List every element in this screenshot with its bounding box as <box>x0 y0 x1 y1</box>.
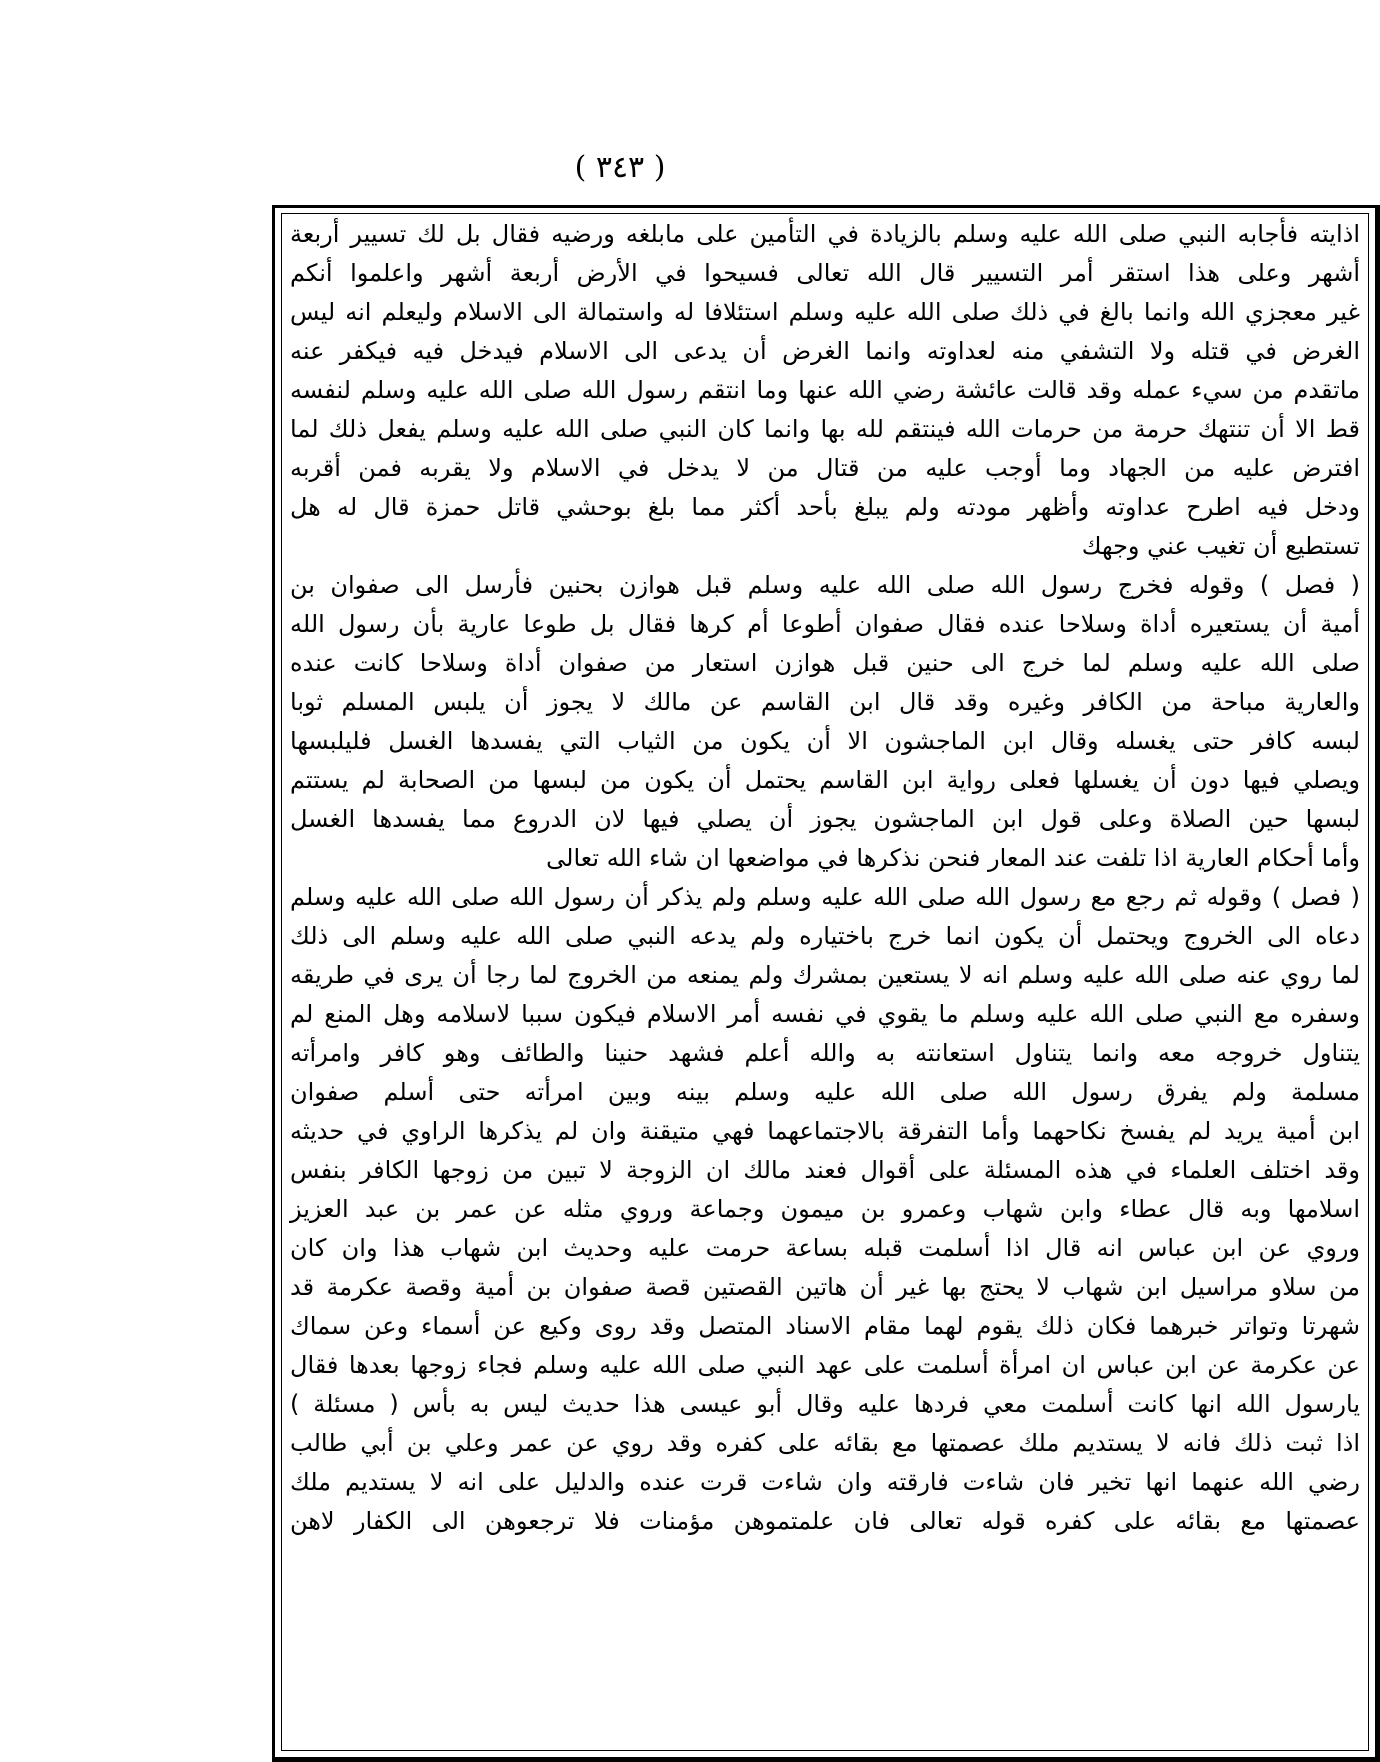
text-line: صلى الله عليه وسلم لما خرج الى حنين قبل هوازن استعار من صفوان أداة وسلاحا كانت عنده <box>290 649 1360 677</box>
text-line: عن عكرمة عن ابن عباس ان امرأة أسلمت على عهد النبي صلى الله عليه وسلم فجاء زوجها بعدها فقال <box>290 1351 1360 1379</box>
text-line: وقد اختلف العلماء في هذه المسئلة على أقوال فعند مالك ان الزوجة لا تبين من زوجها الكافر بنفس <box>290 1156 1360 1184</box>
text-line: ابن أمية يريد لم يفسخ نكاحهما وأما التفرقة بالاجتماعهما فهي متيقنة وان لم يذكرها الراوي في حديثه <box>290 1117 1360 1145</box>
text-line: لبسه كافر حتى يغسله وقال ابن الماجشون الا أن يكون من الثياب التي يفسدها الغسل فليلبسها <box>290 727 1360 755</box>
text-line: اذايته فأجابه النبي صلى الله عليه وسلم بالزيادة في التأمين على مابلغه ورضيه فقال بل لك تسيير أربعة <box>290 220 1360 248</box>
text-line: شهرتا وتواتر خبرهما فكان ذلك يقوم لهما مقام الاسناد المتصل وقد روى وكيع عن أسماء وعن سماك <box>290 1312 1360 1340</box>
text-line: لبسها حين الصلاة وعلى قول ابن الماجشون يجوز أن يصلي فيها لان الدروع مما يفسدها الغسل <box>290 805 1360 833</box>
text-line: وأما أحكام العارية اذا تلفت عند المعار فنحن نذكرها في مواضعها ان شاء الله تعالى <box>546 844 1360 872</box>
text-line: والعارية مباحة من الكافر وغيره وقد قال ابن القاسم عن مالك لا يجوز أن يلبس المسلم ثوبا <box>290 688 1360 716</box>
text-line: وروي عن ابن عباس انه قال اذا أسلمت قبله بساعة حرمت عليه وحديث ابن شهاب هذا وان كان <box>290 1234 1360 1262</box>
arabic-text-body <box>290 215 1360 1745</box>
text-line: غير معجزي الله وانما بالغ في ذلك صلى الله عليه وسلم استئلافا له واستمالة الى الاسلام وليعلم انه ليس <box>290 298 1360 326</box>
text-line: اسلامها وبه قال عطاء وابن شهاب وعمرو بن ميمون وجماعة وروي مثله عن عمر بن عبد العزيز <box>290 1195 1360 1223</box>
text-line: ماتقدم من سيء عمله وقد قالت عائشة رضي الله عنها وما انتقم رسول الله صلى الله عليه وسلم لنفسه <box>290 376 1360 404</box>
page-number: ( ٣٤٣ ) <box>574 150 666 185</box>
text-line: وسفره مع النبي صلى الله عليه وسلم ما يقوي في نفسه أمر الاسلام فيكون سببا لاسلامه وهل المنع لم <box>290 1000 1360 1028</box>
text-line: أشهر وعلى هذا استقر أمر التسيير قال الله تعالى فسيحوا في الأرض أربعة أشهر واعلموا أنكم <box>290 259 1360 287</box>
text-line: ويصلي فيها دون أن يغسلها فعلى رواية ابن القاسم يحتمل أن يكون من لبسها من الصحابة لم يستتم <box>290 766 1360 794</box>
text-line: دعاه الى الخروج ويحتمل أن يكون انما خرج باختياره ولم يدعه النبي صلى الله عليه وسلم الى ذلك <box>290 922 1360 950</box>
text-line: أمية أن يستعيره أداة وسلاحا عنده فقال صفوان أطوعا أم كرها فقال بل طوعا عارية بأن رسول الله <box>290 610 1360 638</box>
text-line: ودخل فيه اطرح عداوته وأظهر مودته ولم يبلغ بأحد أكثر مما بلغ بوحشي قاتل حمزة قال له هل <box>290 493 1360 521</box>
text-line: قط الا أن تنتهك حرمة من حرمات الله فينتقم لله بها وانما كان النبي صلى الله عليه وسلم يفعل ذلك لما <box>290 415 1360 443</box>
text-line: تستطيع أن تغيب عني وجهك <box>1081 532 1360 560</box>
text-line: رضي الله عنهما انها تخير فان شاءت فارقته وان شاءت قرت عنده والدليل على انه لا يستديم ملك <box>290 1468 1360 1496</box>
text-line: افترض عليه من الجهاد وما أوجب عليه من قتال من لا يدخل في الاسلام ولا يقربه فمن أقربه <box>290 454 1360 482</box>
text-line: عصمتها مع بقائه على كفره قوله تعالى فان علمتموهن مؤمنات فلا ترجعوهن الى الكفار لاهن <box>290 1507 1360 1535</box>
text-line: الغرض في قتله ولا التشفي منه لعداوته وانما الغرض أن يدعى الى الاسلام فيدخل فيه فيكفر عنه <box>290 337 1360 365</box>
text-line: يارسول الله انها كانت أسلمت معي فردها عليه وقال أبو عيسى هذا حديث ليس به بأس ( مسئلة ) <box>290 1390 1360 1418</box>
text-line: من سلاو مراسيل ابن شهاب لا يحتج بها غير أن هاتين القصتين قصة صفوان بن أمية وقصة عكرمة قد <box>290 1273 1360 1301</box>
text-line: يتناول خروجه معه وانما يتناول استعانته به والله أعلم فشهد حنينا والطائف وهو كافر وامرأته <box>290 1039 1360 1067</box>
text-line: ( فصل ) وقوله ثم رجع مع رسول الله صلى الله عليه وسلم ولم يذكر أن رسول الله صلى الله عليه وسلم <box>290 883 1360 911</box>
text-line: اذا ثبت ذلك فانه لا يستديم ملك عصمتها مع بقائه على كفره وقد روي عن عمر وعلي بن أبي طالب <box>290 1429 1360 1457</box>
text-line: لما روي عنه صلى الله عليه وسلم انه لا يستعين بمشرك ولم يمنعه من الخروج لما رجا أن يرى في طريقه <box>290 961 1360 989</box>
text-line: ( فصل ) وقوله فخرج رسول الله صلى الله عليه وسلم قبل هوازن بحنين فأرسل الى صفوان بن <box>290 571 1360 599</box>
text-line: مسلمة ولم يفرق رسول الله صلى الله عليه وسلم بينه وبين امرأته حتى أسلم صفوان <box>290 1078 1360 1106</box>
